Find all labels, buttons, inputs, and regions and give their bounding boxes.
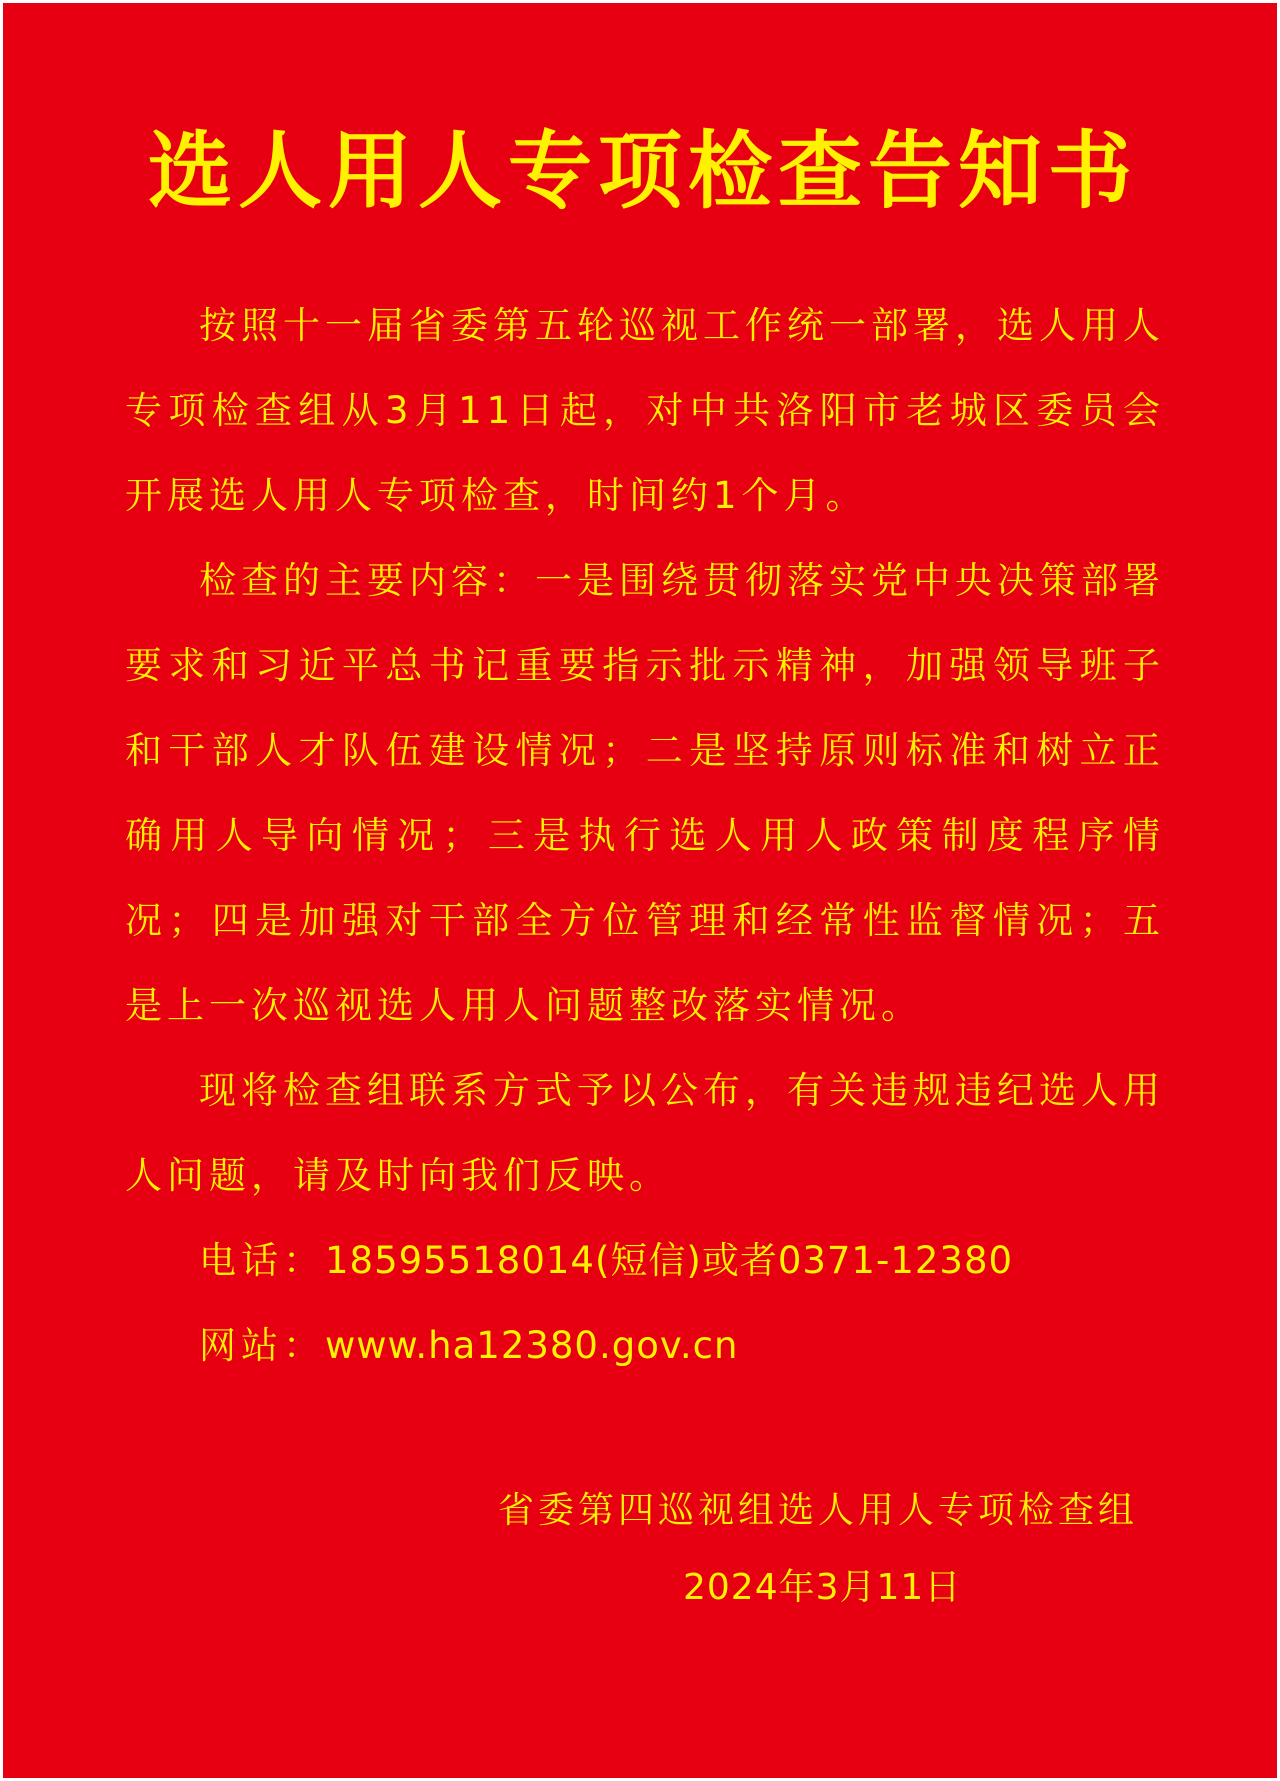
- phone-label: 电话：: [199, 1239, 325, 1282]
- notice-date: 2024年3月11日: [683, 1567, 962, 1608]
- paragraph-contact-notice: 现将检查组联系方式予以公布，有关违规违纪选人用人问题，请及时向我们反映。: [125, 1069, 1165, 1197]
- website-label: 网站：: [199, 1324, 325, 1367]
- notice-body: [125, 283, 1165, 1388]
- phone-value: 18595518014(短信)或者0371-12380: [325, 1239, 1014, 1282]
- website-line: [125, 1303, 1165, 1388]
- notice-title: 选人用人专项检查告知书: [147, 122, 1138, 220]
- phone-line: [125, 1218, 1165, 1303]
- paragraph-inspection-arrangement: 按照十一届省委第五轮巡视工作统一部署，选人用人专项检查组从3月11日起，对中共洛阳市老城区委员会开展选人用人专项检查，时间约1个月。: [125, 304, 1165, 517]
- signature: 省委第四巡视组选人用人专项检查组: [497, 1490, 1138, 1531]
- paragraph-inspection-content: 检查的主要内容：一是围绕贯彻落实党中央决策部署要求和习近平总书记重要指示批示精神，加强领导班子和干部人才队伍建设情况；二是坚持原则标准和树立正确用人导向情况；三是执行选人用人政策制度程序情况；四是加强对干部全方位管理和经常性监督情况；五是上一次巡视选人用人问题整改落实情况。: [125, 559, 1165, 1027]
- website-value: www.ha12380.gov.cn: [325, 1324, 739, 1367]
